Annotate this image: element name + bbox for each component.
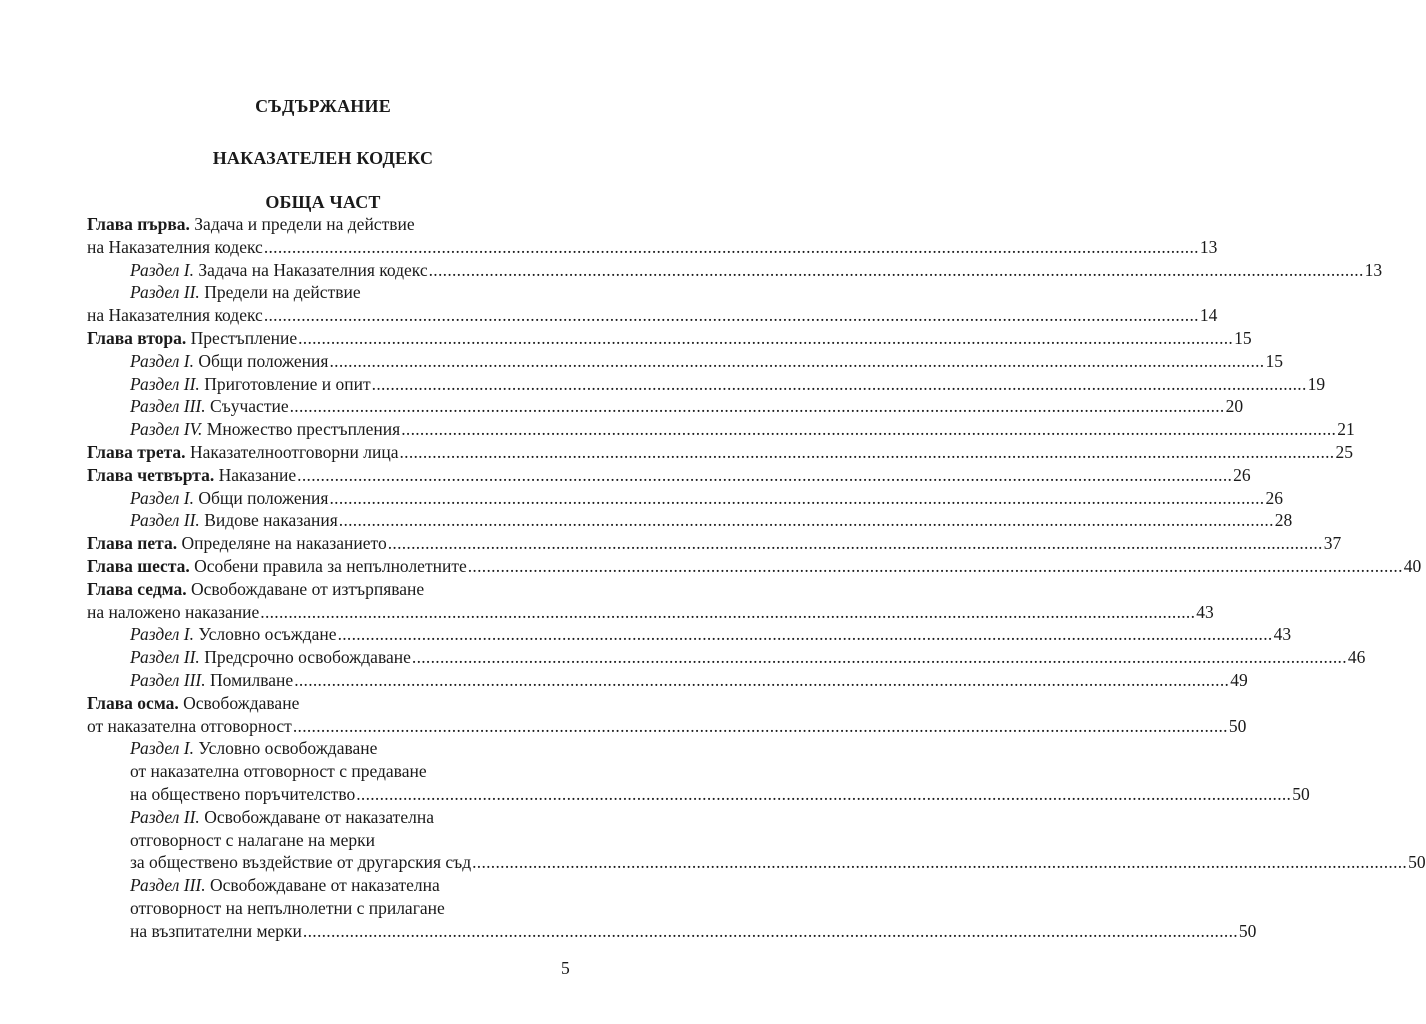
page-ref: 13 [1199, 236, 1218, 257]
toc-text: на Наказателния кодекс [87, 305, 263, 326]
section-label: Раздел I. [130, 350, 194, 371]
dot-leader: ........................................................................................................................................................................................................ [263, 305, 1199, 326]
dot-leader: ........................................................................................................................................................................................................ [338, 510, 1274, 531]
page-ref: 37 [1323, 533, 1342, 554]
toc-text: Освобождаване от наказателна [205, 875, 440, 896]
section-label: Раздел II. [130, 373, 200, 394]
toc-line [87, 851, 1426, 874]
section-label: Раздел II. [130, 647, 200, 668]
toc-line [87, 259, 1383, 282]
toc-text: отговорност на непълнолетни с прилагане [130, 897, 445, 918]
toc-line [87, 601, 1214, 624]
toc-text: Освобождаване [178, 692, 300, 713]
page-ref: 50 [1408, 852, 1426, 873]
toc-text: Предсрочно освобождаване [199, 647, 411, 668]
dot-leader: ........................................................................................................................................................................................................ [472, 852, 1408, 873]
chapter-label: Глава седма. [87, 578, 187, 599]
toc-line [87, 395, 1244, 418]
page-ref: 50 [1228, 715, 1247, 736]
toc-line [87, 806, 571, 829]
toc-text: Приготовление и опит [199, 373, 371, 394]
chapter-label: Глава втора. [87, 327, 187, 348]
section-label: Раздел I. [130, 738, 194, 759]
chapter-label: Глава четвърта. [87, 464, 215, 485]
toc-line [87, 669, 1248, 692]
toc-text: Особени правила за непълнолетните [189, 555, 467, 576]
section-label: Раздел I. [130, 624, 194, 645]
toc-text: за обществено въздействие от другарския съд [130, 852, 472, 873]
toc-text: от наказателна отговорност [87, 715, 292, 736]
dot-leader: ........................................................................................................................................................................................................ [387, 533, 1323, 554]
page-ref: 43 [1273, 624, 1292, 645]
toc-line [87, 304, 1218, 327]
toc-line [87, 555, 1422, 578]
dot-leader: ........................................................................................................................................................................................................ [329, 350, 1265, 371]
page-ref: 50 [1238, 920, 1257, 941]
toc-line [87, 441, 1353, 464]
page-ref: 43 [1196, 601, 1214, 622]
dot-leader: ........................................................................................................................................................................................................ [302, 920, 1238, 941]
toc-line [87, 737, 571, 760]
page-ref: 14 [1199, 305, 1218, 326]
dot-leader: ........................................................................................................................................................................................................ [371, 373, 1307, 394]
dot-leader: ........................................................................................................................................................................................................ [411, 647, 1347, 668]
toc-text: Освобождаване от наказателна [199, 806, 434, 827]
dot-leader: ........................................................................................................................................................................................................ [292, 715, 1228, 736]
dot-leader: ........................................................................................................................................................................................................ [260, 601, 1196, 622]
chapter-label: Глава пета. [87, 533, 178, 554]
chapter-label: Глава трета. [87, 441, 186, 462]
toc-text: Съучастие [205, 396, 289, 417]
toc-text: Общи положения [193, 487, 329, 508]
toc-line [87, 464, 1251, 487]
toc-line [87, 418, 1355, 441]
section-label: Раздел I. [130, 487, 194, 508]
toc-text: Общи положения [193, 350, 329, 371]
toc-line [87, 373, 1326, 396]
page-number: 5 [561, 958, 570, 978]
page-ref: 49 [1230, 669, 1248, 690]
toc-line [87, 532, 1342, 555]
toc-line [87, 920, 1257, 943]
toc-line [87, 783, 1310, 806]
page-ref: 46 [1347, 647, 1366, 668]
dot-leader: ........................................................................................................................................................................................................ [356, 783, 1292, 804]
section-label: Раздел IV. [130, 419, 203, 440]
toc-text: Престъпление [186, 327, 298, 348]
toc-text: Задача на Наказателния кодекс [193, 259, 428, 280]
toc-text: отговорност с налагане на мерки [130, 829, 375, 850]
page-ref: 15 [1234, 327, 1252, 348]
dot-leader: ........................................................................................................................................................................................................ [294, 669, 1230, 690]
toc-line [87, 829, 571, 852]
dot-leader: ........................................................................................................................................................................................................ [337, 624, 1273, 645]
toc-text: Определяне на наказанието [177, 533, 387, 554]
dot-leader: ........................................................................................................................................................................................................ [263, 236, 1199, 257]
dot-leader: ........................................................................................................................................................................................................ [298, 327, 1234, 348]
toc-line [87, 578, 571, 601]
section-label: Раздел III. [130, 669, 206, 690]
toc-text: Предели на действие [199, 282, 361, 303]
toc-line [87, 715, 1247, 738]
section-label: Раздел II. [130, 806, 200, 827]
table-of-contents [87, 213, 1426, 943]
page-ref: 25 [1335, 441, 1353, 462]
toc-text: Помилване [205, 669, 294, 690]
toc-line [87, 874, 571, 897]
toc-line [87, 646, 1366, 669]
dot-leader: ........................................................................................................................................................................................................ [401, 419, 1337, 440]
section-label: Раздел III. [130, 396, 206, 417]
page-ref: 15 [1265, 350, 1283, 371]
dot-leader: ........................................................................................................................................................................................................ [467, 555, 1403, 576]
chapter-label: Глава първа. [87, 214, 190, 234]
page-ref: 26 [1265, 487, 1283, 508]
toc-text: от наказателна отговорност с предаване [130, 761, 427, 782]
dot-leader: ........................................................................................................................................................................................................ [289, 396, 1225, 417]
toc-line [87, 897, 571, 920]
chapter-label: Глава осма. [87, 692, 179, 713]
dot-leader: ........................................................................................................................................................................................................ [329, 487, 1265, 508]
toc-text: на наложено наказание [87, 601, 260, 622]
toc-text: Освобождаване от изтърпяване [186, 578, 425, 599]
page-ref: 21 [1337, 419, 1355, 440]
toc-line [87, 760, 571, 783]
chapter-label: Глава шеста. [87, 555, 190, 576]
toc-line [87, 236, 1218, 259]
section-label: Раздел III. [130, 875, 206, 896]
toc-line [87, 213, 571, 236]
page-ref: 50 [1292, 783, 1310, 804]
page-ref: 28 [1274, 510, 1293, 531]
toc-text: на обществено поръчителство [130, 783, 356, 804]
page-ref: 26 [1233, 464, 1251, 485]
dot-leader: ........................................................................................................................................................................................................ [399, 441, 1335, 462]
toc-text: на възпитателни мерки [130, 920, 302, 941]
toc-line [87, 281, 571, 304]
toc-line [87, 692, 571, 715]
page-ref: 20 [1225, 396, 1244, 417]
toc-text: Наказание [214, 464, 297, 485]
toc-line [87, 350, 1283, 373]
section-label: Раздел I. [130, 259, 194, 280]
toc-line [87, 327, 1252, 350]
part-title: ОБЩА ЧАСТ [265, 192, 381, 212]
toc-line [87, 487, 1283, 510]
dot-leader: ........................................................................................................................................................................................................ [428, 259, 1364, 280]
toc-text: Задача и предели на действие [189, 214, 415, 234]
page-ref: 19 [1307, 373, 1326, 394]
page-ref: 13 [1364, 259, 1383, 280]
toc-text: Условно освобождаване [193, 738, 378, 759]
code-title: НАКАЗАТЕЛЕН КОДЕКС [212, 148, 434, 168]
contents-heading: СЪДЪРЖАНИЕ [255, 96, 391, 116]
toc-text: на Наказателния кодекс [87, 236, 263, 257]
page-ref: 40 [1403, 555, 1422, 576]
toc-line [87, 509, 1293, 532]
toc-text: Видове наказания [199, 510, 338, 531]
section-label: Раздел II. [130, 282, 200, 303]
dot-leader: ........................................................................................................................................................................................................ [297, 464, 1233, 485]
toc-text: Наказателноотговорни лица [185, 441, 399, 462]
toc-line [87, 623, 1292, 646]
toc-text: Условно осъждане [193, 624, 337, 645]
section-label: Раздел II. [130, 510, 200, 531]
toc-text: Множество престъпления [202, 419, 401, 440]
